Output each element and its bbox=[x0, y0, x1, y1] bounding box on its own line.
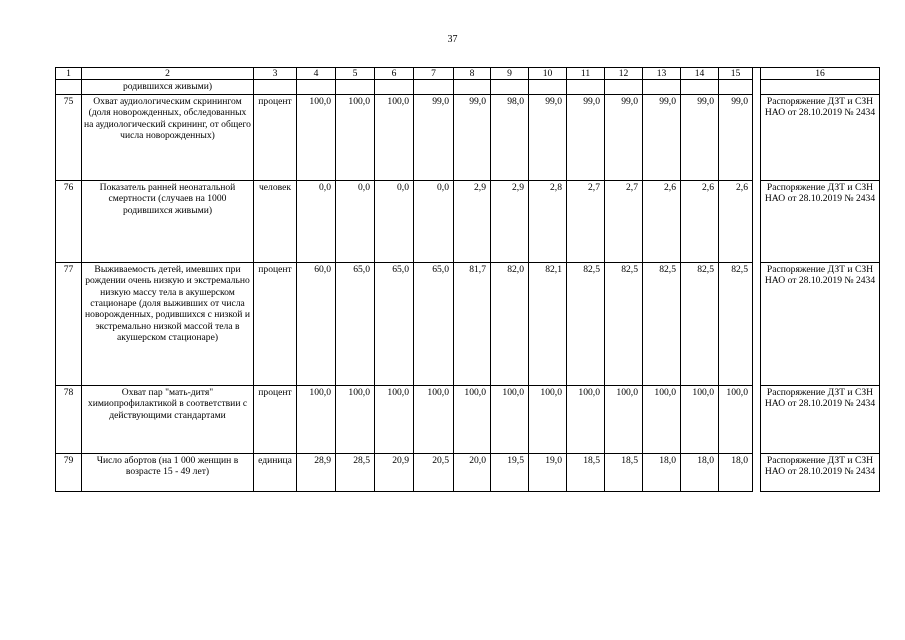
column-header-9: 9 bbox=[491, 68, 529, 80]
value-cell: 100,0 bbox=[454, 385, 491, 453]
indicator-name: Охват аудиологическим скринингом (доля новорожденных, обследованных на аудиологический скрининг, от общего числа новорожденных) bbox=[82, 94, 254, 180]
empty-cell bbox=[643, 80, 681, 94]
value-cell: 82,5 bbox=[719, 262, 753, 385]
value-cell: 65,0 bbox=[414, 262, 454, 385]
empty-cell bbox=[491, 80, 529, 94]
empty-cell bbox=[336, 80, 375, 94]
value-cell: 60,0 bbox=[297, 262, 336, 385]
source-cell: Распоряжение ДЗТ и СЗН НАО от 28.10.2019 № 2434 bbox=[761, 385, 880, 453]
row-number: 77 bbox=[56, 262, 82, 385]
unit-cell: процент bbox=[254, 385, 297, 453]
column-header-12: 12 bbox=[605, 68, 643, 80]
table-row bbox=[56, 385, 880, 453]
value-cell: 0,0 bbox=[414, 180, 454, 262]
table-row bbox=[56, 180, 880, 262]
value-cell: 82,5 bbox=[605, 262, 643, 385]
source-cell: Распоряжение ДЗТ и СЗН НАО от 28.10.2019 № 2434 bbox=[761, 94, 880, 180]
header-row bbox=[56, 68, 880, 80]
value-cell: 18,0 bbox=[643, 453, 681, 491]
unit-cell: единица bbox=[254, 453, 297, 491]
value-cell: 99,0 bbox=[567, 94, 605, 180]
column-gap bbox=[753, 180, 761, 262]
value-cell: 100,0 bbox=[567, 385, 605, 453]
indicator-name: Охват пар "мать-дитя" химиопрофилактикой в соответствии с действующими стандартами bbox=[82, 385, 254, 453]
unit-cell: человек bbox=[254, 180, 297, 262]
value-cell: 99,0 bbox=[529, 94, 567, 180]
value-cell: 2,6 bbox=[681, 180, 719, 262]
column-header-15: 15 bbox=[719, 68, 753, 80]
page-number: 37 bbox=[447, 34, 458, 45]
column-header-2: 2 bbox=[82, 68, 254, 80]
value-cell: 98,0 bbox=[491, 94, 529, 180]
empty-cell bbox=[375, 80, 414, 94]
value-cell: 100,0 bbox=[643, 385, 681, 453]
value-cell: 99,0 bbox=[605, 94, 643, 180]
value-cell: 0,0 bbox=[297, 180, 336, 262]
indicators-table bbox=[55, 67, 880, 492]
value-cell: 99,0 bbox=[454, 94, 491, 180]
value-cell: 99,0 bbox=[681, 94, 719, 180]
value-cell: 20,0 bbox=[454, 453, 491, 491]
value-cell: 100,0 bbox=[605, 385, 643, 453]
value-cell: 2,7 bbox=[605, 180, 643, 262]
value-cell: 18,5 bbox=[567, 453, 605, 491]
column-gap bbox=[753, 385, 761, 453]
value-cell: 100,0 bbox=[336, 94, 375, 180]
value-cell: 65,0 bbox=[375, 262, 414, 385]
value-cell: 20,9 bbox=[375, 453, 414, 491]
value-cell: 100,0 bbox=[529, 385, 567, 453]
value-cell: 2,6 bbox=[719, 180, 753, 262]
value-cell: 82,5 bbox=[567, 262, 605, 385]
value-cell: 2,8 bbox=[529, 180, 567, 262]
column-header-16: 16 bbox=[761, 68, 880, 80]
empty-cell bbox=[529, 80, 567, 94]
empty-cell bbox=[567, 80, 605, 94]
empty-cell bbox=[605, 80, 643, 94]
column-gap bbox=[753, 68, 761, 80]
value-cell: 100,0 bbox=[414, 385, 454, 453]
column-gap bbox=[753, 453, 761, 491]
unit-cell: процент bbox=[254, 262, 297, 385]
indicator-name: Показатель ранней неонатальной смертности (случаев на 1000 родившихся живыми) bbox=[82, 180, 254, 262]
table-row bbox=[56, 262, 880, 385]
value-cell: 100,0 bbox=[681, 385, 719, 453]
empty-cell bbox=[414, 80, 454, 94]
source-cell: Распоряжение ДЗТ и СЗН НАО от 28.10.2019 № 2434 bbox=[761, 180, 880, 262]
value-cell: 82,0 bbox=[491, 262, 529, 385]
column-header-1: 1 bbox=[56, 68, 82, 80]
table-row bbox=[56, 453, 880, 491]
column-header-14: 14 bbox=[681, 68, 719, 80]
value-cell: 99,0 bbox=[414, 94, 454, 180]
value-cell: 19,5 bbox=[491, 453, 529, 491]
value-cell: 2,7 bbox=[567, 180, 605, 262]
empty-cell bbox=[254, 80, 297, 94]
table-row bbox=[56, 94, 880, 180]
value-cell: 100,0 bbox=[297, 385, 336, 453]
empty-cell bbox=[454, 80, 491, 94]
column-header-4: 4 bbox=[297, 68, 336, 80]
value-cell: 18,0 bbox=[719, 453, 753, 491]
continuation-text: родившихся живыми) bbox=[82, 80, 254, 94]
value-cell: 99,0 bbox=[719, 94, 753, 180]
value-cell: 18,5 bbox=[605, 453, 643, 491]
column-header-10: 10 bbox=[529, 68, 567, 80]
row-number: 76 bbox=[56, 180, 82, 262]
column-header-8: 8 bbox=[454, 68, 491, 80]
empty-cell bbox=[297, 80, 336, 94]
value-cell: 2,9 bbox=[454, 180, 491, 262]
value-cell: 0,0 bbox=[336, 180, 375, 262]
value-cell: 82,5 bbox=[681, 262, 719, 385]
empty-cell bbox=[719, 80, 753, 94]
source-cell: Распоряжение ДЗТ и СЗН НАО от 28.10.2019 № 2434 bbox=[761, 262, 880, 385]
row-number: 79 bbox=[56, 453, 82, 491]
value-cell: 82,1 bbox=[529, 262, 567, 385]
column-header-3: 3 bbox=[254, 68, 297, 80]
empty-cell bbox=[56, 80, 82, 94]
value-cell: 19,0 bbox=[529, 453, 567, 491]
indicator-name: Выживаемость детей, имевших при рождении очень низкую и экстремально низкую массу тела в акушерском стационаре (доля выживших от числа новорожденных, родившихся с низкой и экстремально низкой массой тела в акушерском стационаре) bbox=[82, 262, 254, 385]
value-cell: 28,9 bbox=[297, 453, 336, 491]
row-number: 75 bbox=[56, 94, 82, 180]
empty-cell bbox=[681, 80, 719, 94]
column-header-7: 7 bbox=[414, 68, 454, 80]
value-cell: 18,0 bbox=[681, 453, 719, 491]
column-header-11: 11 bbox=[567, 68, 605, 80]
column-header-5: 5 bbox=[336, 68, 375, 80]
value-cell: 28,5 bbox=[336, 453, 375, 491]
value-cell: 100,0 bbox=[375, 385, 414, 453]
empty-cell bbox=[761, 80, 880, 94]
source-cell: Распоряжение ДЗТ и СЗН НАО от 28.10.2019 № 2434 bbox=[761, 453, 880, 491]
value-cell: 2,9 bbox=[491, 180, 529, 262]
value-cell: 2,6 bbox=[643, 180, 681, 262]
column-gap bbox=[753, 80, 761, 94]
value-cell: 65,0 bbox=[336, 262, 375, 385]
value-cell: 100,0 bbox=[491, 385, 529, 453]
value-cell: 100,0 bbox=[297, 94, 336, 180]
unit-cell: процент bbox=[254, 94, 297, 180]
value-cell: 100,0 bbox=[719, 385, 753, 453]
indicator-name: Число абортов (на 1 000 женщин в возрасте 15 - 49 лет) bbox=[82, 453, 254, 491]
column-header-13: 13 bbox=[643, 68, 681, 80]
row-number: 78 bbox=[56, 385, 82, 453]
value-cell: 82,5 bbox=[643, 262, 681, 385]
value-cell: 0,0 bbox=[375, 180, 414, 262]
value-cell: 20,5 bbox=[414, 453, 454, 491]
value-cell: 100,0 bbox=[336, 385, 375, 453]
value-cell: 99,0 bbox=[643, 94, 681, 180]
continuation-row bbox=[56, 80, 880, 94]
value-cell: 100,0 bbox=[375, 94, 414, 180]
value-cell: 81,7 bbox=[454, 262, 491, 385]
column-gap bbox=[753, 262, 761, 385]
column-gap bbox=[753, 94, 761, 180]
column-header-6: 6 bbox=[375, 68, 414, 80]
